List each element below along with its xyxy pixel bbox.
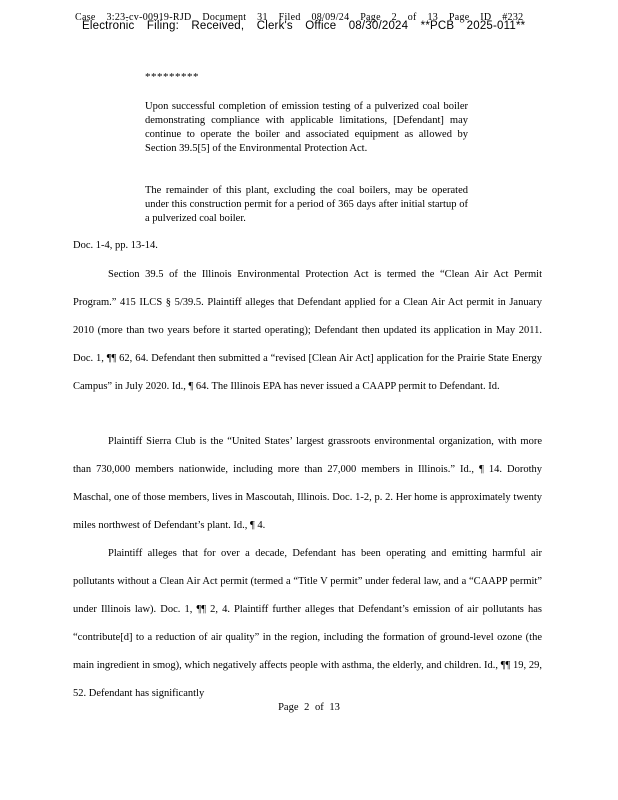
case-header: Case 3:23-cv-00919-RJD Document 31 Filed 08/09/24 Page 2 of 13 Page ID #232 xyxy=(75,12,524,23)
body-paragraph: Section 39.5 of the Illinois Environmental Protection Act is termed the “Clean Air Act Permit Program.” 415 ILCS § 5/39.5. Plaintiff alleges that Defendant applied for a Clean Air Act permit in January 2010 (more than two years before it started operating); Defendant then updated its application in May 2011. Doc. 1, ¶¶ 62, 64. Defendant then submitted a “revised [Clean Air Act] application for the Prairie State Energy Campus” in July 2020. Id., ¶ 64. The Illinois EPA has never issued a CAAPP permit to Defendant. Id. xyxy=(73,269,542,392)
section-break: ********* xyxy=(145,71,199,83)
body-paragraph: Plaintiff alleges that for over a decade, Defendant has been operating and emitting harmful air pollutants without a Clean Air Act permit (termed a “Title V permit” under federal law, and a “CAAPP permit” under Illinois law). Doc. 1, ¶¶ 2, 4. Plaintiff further alleges that Defendant’s emission of air pollutants has “contribute[d] to a reduction of air quality” in the region, including the formation of ground-level ozone (the main ingredient in smog), which negatively affects people with asthma, the elderly, and children. Id., ¶¶ 19, 29, 52. Defendant has significantly xyxy=(73,548,542,699)
page-footer: Page 2 of 13 xyxy=(278,702,340,713)
block-quote: Upon successful completion of emission testing of a pulverized coal boiler demonstrating compliance with applicable limitations, [Defendant] may continue to operate the boiler and associated equipment as allowed by Section 39.5[5] of the Environmental Protection Act. xyxy=(145,101,468,154)
citation: Doc. 1-4, pp. 13-14. xyxy=(73,240,158,251)
body-paragraph: Plaintiff Sierra Club is the “United States’ largest grassroots environmental organization, with more than 730,000 members nationwide, including more than 27,000 members in Illinois.” Id., ¶ 14. Dorothy Maschal, one of those members, lives in Mascoutah, Illinois. Doc. 1-2, p. 2. Her home is approximately twenty miles northwest of Defendant’s plant. Id., ¶ 4. xyxy=(73,436,542,531)
block-quote: The remainder of this plant, excluding the coal boilers, may be operated under this construction permit for a period of 365 days after initial startup of a pulverized coal boiler. xyxy=(145,185,468,224)
filing-stamp: Electronic Filing: Received, Clerk's Office 08/30/2024 **PCB 2025-011** xyxy=(82,20,526,32)
